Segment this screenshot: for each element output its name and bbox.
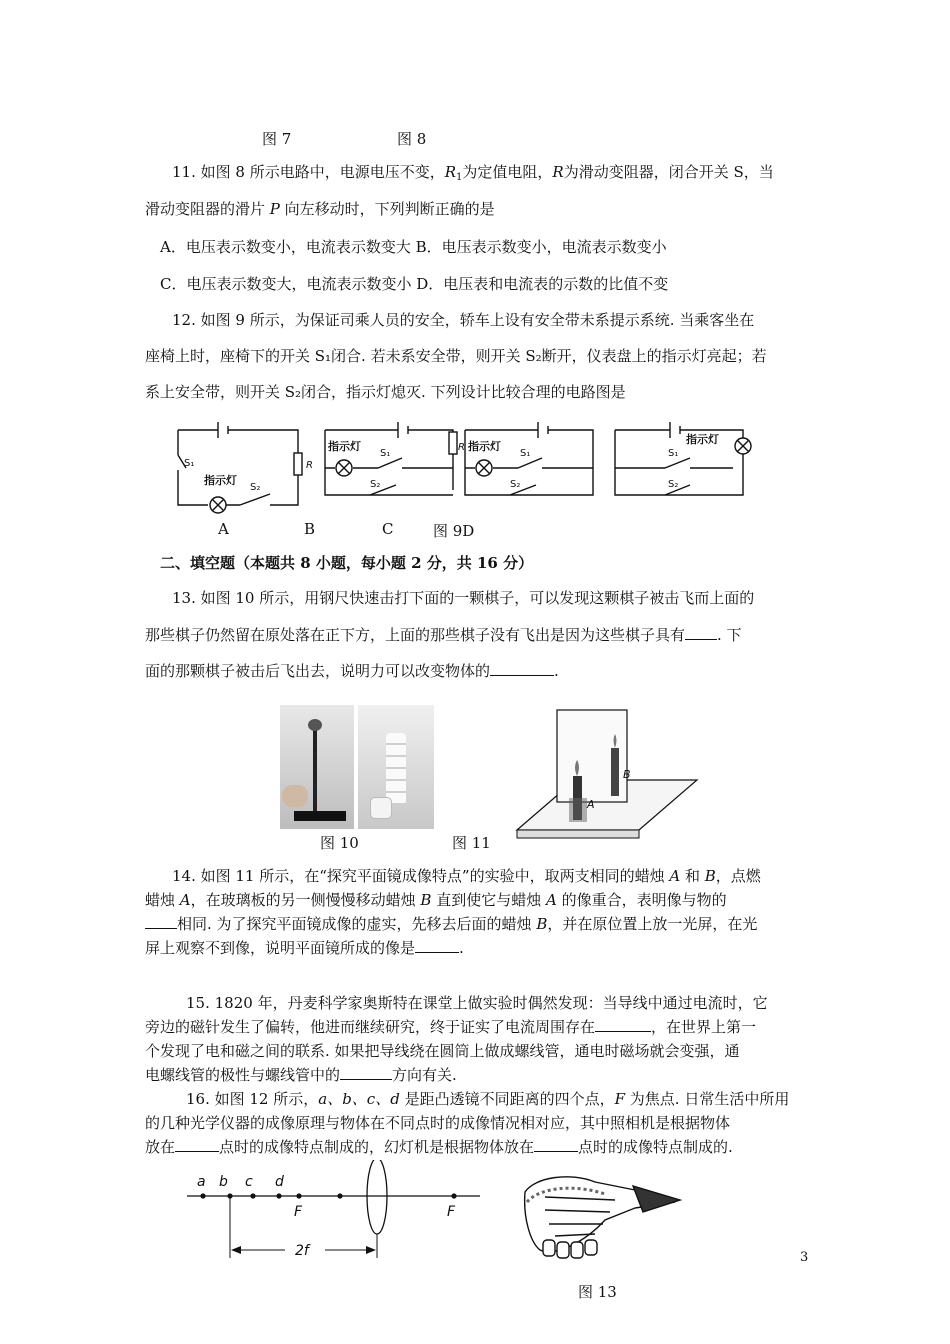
- q15-line4: 电螺线管的极性与螺线管中的 方向有关.: [145, 1066, 457, 1084]
- fig10-caption: 图 10: [320, 834, 359, 852]
- q12-line1: 12. 如图 9 所示，为保证司乘人员的安全，轿车上设有安全带未系提示系统. 当乘客坐在: [172, 311, 755, 329]
- svg-text:F: F: [447, 1204, 456, 1220]
- q14-line2: 蜡烛 A，在玻璃板的另一侧慢慢移动蜡烛 B 直到使它与蜡烛 A 的像重合，表明像与物的: [145, 891, 727, 909]
- svg-text:a: a: [197, 1174, 206, 1190]
- svg-text:S₂: S₂: [510, 479, 521, 490]
- q14-line4: 屏上观察不到像，说明平面镜所成的像是 .: [145, 939, 464, 957]
- fig12-lens-diagram: [185, 1160, 485, 1270]
- fig9-label-d: 图 9D: [433, 522, 475, 540]
- svg-text:S₁: S₁: [520, 448, 531, 459]
- svg-text:指示灯: 指示灯: [686, 433, 719, 446]
- q11-option-c: C．电压表示数变大，电流表示数变小: [160, 275, 412, 293]
- svg-text:F: F: [294, 1204, 303, 1220]
- q14-line1: 14. 如图 11 所示，在“探究平面镜成像特点”的实验中，取两支相同的蜡烛 A 和 B，点燃: [172, 867, 761, 885]
- svg-text:S₂: S₂: [250, 482, 261, 493]
- svg-text:S₂: S₂: [668, 479, 679, 490]
- q13-line1: 13. 如图 10 所示，用钢尺快速击打下面的一颗棋子，可以发现这颗棋子被击飞而上面的: [172, 589, 755, 607]
- svg-text:S₁: S₁: [184, 458, 195, 469]
- q12-line2: 座椅上时，座椅下的开关 S₁闭合. 若未系安全带，则开关 S₂断开，仪表盘上的指示灯亮起；若: [145, 347, 767, 365]
- svg-text:S₁: S₁: [668, 448, 679, 459]
- q16-line2: 的几种光学仪器的成像原理与物体在不同点时的成像情况相对应，其中照相机是根据物体: [145, 1114, 731, 1132]
- q16-line1: 16. 如图 12 所示，a、b、c、d 是距凸透镜不同距离的四个点，F 为焦点. 日常生活中所用: [186, 1090, 790, 1108]
- fig11-mirror-setup: [515, 708, 700, 843]
- svg-text:2f: 2f: [295, 1243, 309, 1259]
- q15-line3: 个发现了电和磁之间的联系. 如果把导线绕在圆筒上做成螺线管，通电时磁场就会变强，通: [145, 1042, 740, 1060]
- q16-line3: 放在 点时的成像特点制成的，幻灯机是根据物体放在 点时的成像特点制成的.: [145, 1138, 733, 1156]
- q15-line2: 旁边的磁针发生了偏转，他进而继续研究，终于证实了电流周围存在 ，在世界上第一: [145, 1018, 757, 1036]
- svg-text:指示灯: 指示灯: [468, 440, 501, 453]
- fig10-photo-right: [358, 705, 434, 829]
- section-heading: 二、填空题（本题共 8 小题，每小题 2 分，共 16 分）: [160, 554, 534, 572]
- fig9-circuits: [170, 410, 760, 515]
- svg-text:S₁: S₁: [380, 448, 391, 459]
- q11-options-cd: [160, 273, 825, 295]
- q15-line1: 15. 1820 年，丹麦科学家奥斯特在课堂上做实验时偶然发现：当导线中通过电流时，它: [186, 994, 768, 1012]
- fig13-shears-illustration: [515, 1162, 690, 1267]
- q11-option-a: A．电压表示数变小，电流表示数变大: [160, 238, 411, 256]
- svg-text:c: c: [245, 1174, 253, 1190]
- svg-text:R: R: [458, 442, 465, 453]
- q11-option-d: D．电压表和电流表的示数的比值不变: [416, 275, 669, 293]
- q14-line3: 相同. 为了探究平面镜成像的虚实，先移去后面的蜡烛 B，并在原位置上放一光屏，在光: [145, 913, 810, 935]
- fig8-caption: 图 8: [397, 130, 427, 148]
- fig9-label-b: B: [304, 520, 316, 538]
- q11-option-b: B．电压表示数变小，电流表示数变小: [415, 238, 667, 256]
- fig9-label-a: A: [218, 520, 229, 538]
- svg-text:R: R: [306, 460, 313, 471]
- svg-text:b: b: [219, 1174, 228, 1190]
- fig11-caption: 图 11: [452, 834, 491, 852]
- q11-line2: 滑动变阻器的滑片 P 向左移动时，下列判断正确的是: [145, 200, 495, 218]
- svg-text:S₂: S₂: [370, 479, 381, 490]
- fig7-caption: 图 7: [262, 130, 292, 148]
- q12-line3: 系上安全带，则开关 S₂闭合，指示灯熄灭. 下列设计比较合理的电路图是: [145, 383, 626, 401]
- fig9-label-c: C: [382, 520, 394, 538]
- q11-options-ab: [160, 236, 825, 258]
- q13-line2: 那些棋子仍然留在原处落在正下方，上面的那些棋子没有飞出是因为这些棋子具有 . 下: [145, 626, 742, 644]
- svg-text:指示灯: 指示灯: [328, 440, 361, 453]
- fig10-photo-left: [280, 705, 354, 829]
- svg-text:A: A: [587, 798, 595, 811]
- q13-line3: 面的那颗棋子被击后飞出去，说明力可以改变物体的 .: [145, 662, 559, 680]
- page-number: 3: [800, 1250, 809, 1265]
- svg-text:指示灯: 指示灯: [204, 474, 237, 487]
- svg-text:B: B: [623, 768, 631, 781]
- svg-text:d: d: [275, 1174, 284, 1190]
- fig13-caption: 图 13: [578, 1283, 617, 1301]
- q11-line1: 11. 如图 8 所示电路中，电源电压不变，$R_1$为定值电阻，R为滑动变阻器，闭合开关 S，当: [172, 163, 774, 183]
